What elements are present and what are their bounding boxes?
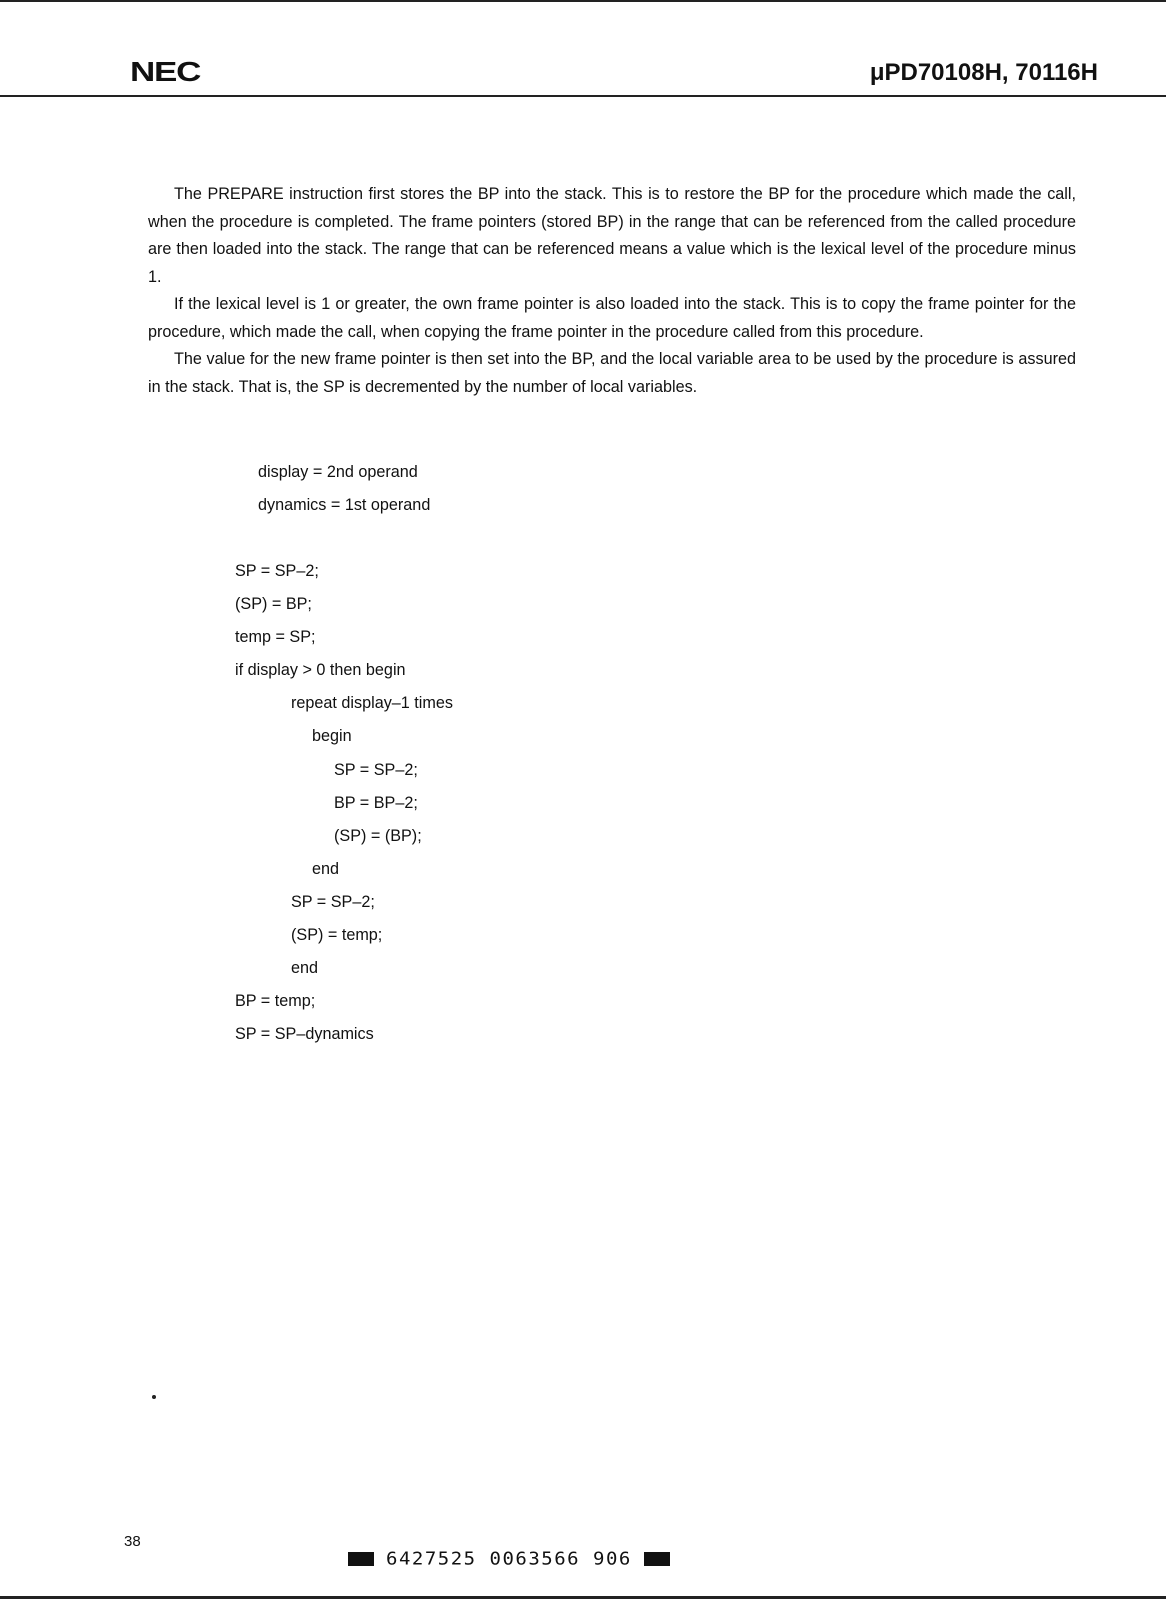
paragraph: If the lexical level is 1 or greater, the own frame pointer is also loaded into the stack. This is to copy the frame pointer for the procedure, which made the call, when copying the frame pointer in the procedure called from this procedure. bbox=[148, 295, 1076, 341]
part-number: μPD70108H, 70116H bbox=[869, 59, 1098, 86]
barcode-block-right bbox=[644, 1552, 670, 1566]
brand-logo: NEC bbox=[130, 56, 201, 87]
page-number: 38 bbox=[124, 1533, 141, 1550]
code-line: (SP) = temp; bbox=[291, 926, 383, 945]
code-line: SP = SP–2; bbox=[235, 562, 319, 580]
code-line: if display > 0 then begin bbox=[235, 661, 406, 680]
code-line: BP = BP–2; bbox=[334, 793, 418, 812]
header-rule bbox=[0, 95, 1166, 97]
definition-line: display = 2nd operand bbox=[258, 463, 418, 481]
code-line: SP = SP–dynamics bbox=[235, 1025, 374, 1044]
page-header bbox=[0, 0, 1166, 100]
definition-line: dynamics = 1st operand bbox=[258, 496, 431, 514]
code-line: begin bbox=[312, 727, 352, 746]
body-text bbox=[148, 181, 1076, 401]
code-line: end bbox=[291, 959, 319, 978]
code-line: temp = SP; bbox=[235, 628, 316, 647]
barcode-text: 6427525 0063566 906 bbox=[386, 1548, 632, 1570]
code-line: BP = temp; bbox=[235, 992, 316, 1011]
code-line: (SP) = (BP); bbox=[334, 826, 422, 845]
paragraph: The PREPARE instruction first stores the BP into the stack. This is to restore the BP for the procedure which made the call, when the procedure is completed. The frame pointers (stored BP) in the range that can be referenced from the called procedure are then loaded into the stack. The range that can be referenced means a value which is the lexical level of the procedure minus 1. bbox=[148, 185, 1076, 286]
code-line: end bbox=[312, 859, 340, 878]
stray-dot bbox=[152, 1395, 156, 1399]
code-line: (SP) = BP; bbox=[235, 595, 312, 614]
operand-definitions bbox=[258, 456, 430, 522]
bottom-rule bbox=[0, 1596, 1166, 1599]
barcode bbox=[348, 1547, 670, 1571]
paragraph: The value for the new frame pointer is then set into the BP, and the local variable area to be used by the procedure is assured in the stack. That is, the SP is decremented by the number of local variables. bbox=[148, 350, 1076, 396]
code-line: repeat display–1 times bbox=[291, 694, 453, 713]
barcode-block-left bbox=[348, 1552, 374, 1566]
code-line: SP = SP–2; bbox=[291, 892, 375, 911]
code-block bbox=[235, 555, 453, 1051]
code-line: SP = SP–2; bbox=[334, 760, 418, 779]
